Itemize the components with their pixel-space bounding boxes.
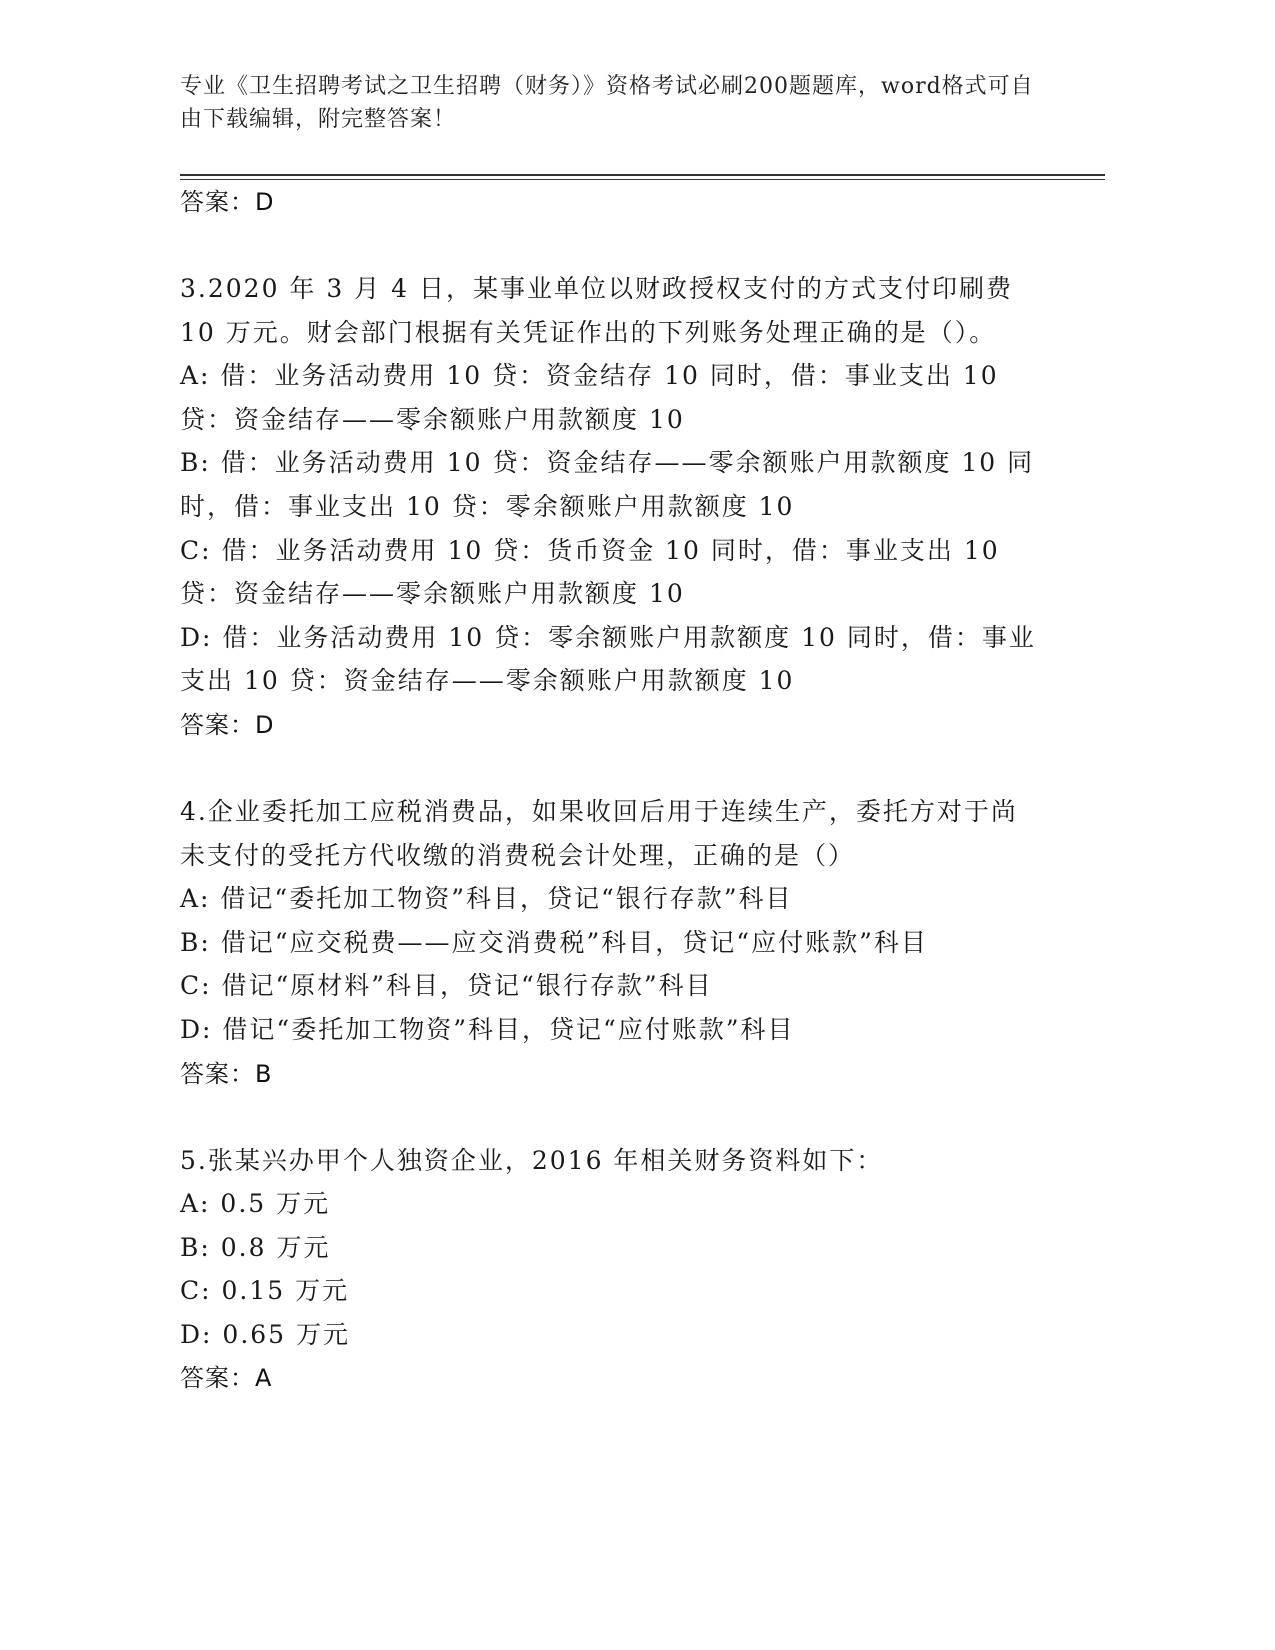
answer-label: 答案：A [180, 1364, 273, 1393]
question-stem: 4.企业委托加工应税消费品，如果收回后用于连续生产，委托方对于尚未支付的受托方代收缴的消费税会计处理，正确的是（） [180, 796, 1018, 870]
question-stem: 5.张某兴办甲个人独资企业，2016 年相关财务资料如下： [180, 1145, 884, 1175]
option-a: A: 0.5 万元 [180, 1189, 331, 1219]
document-header: 专业《卫生招聘考试之卫生招聘（财务）》资格考试必刷200题题库，word格式可自由下载编辑，附完整答案！ [180, 74, 1034, 132]
answer-label: 答案：B [180, 1059, 273, 1088]
option-c: C: 借：业务活动费用 10 贷：货币资金 10 同时，借：事业支出 10 贷：资金结存——零余额账户用款额度 10 [180, 535, 1000, 609]
option-a: A: 借记“委托加工物资”科目，贷记“银行存款”科目 [180, 884, 793, 914]
option-c: C: 0.15 万元 [180, 1276, 350, 1306]
option-d: D: 借记“委托加工物资”科目，贷记“应付账款”科目 [180, 1014, 795, 1044]
option-a: A: 借：业务活动费用 10 贷：资金结存 10 同时，借：事业支出 10 贷：资金结存——零余额账户用款额度 10 [180, 361, 999, 434]
question-block [180, 267, 1040, 747]
option-c: C: 借记“原材料”科目，贷记“银行存款”科目 [180, 971, 713, 1001]
option-b: B: 借记“应交税费——应交消费税”科目，贷记“应付账款”科目 [180, 927, 928, 957]
answer-label: 答案：D [180, 710, 275, 739]
question-block [180, 1139, 1040, 1401]
question-stem: 3.2020 年 3 月 4 日，某事业单位以财政授权支付的方式支付印刷费 10 万元。财会部门根据有关凭证作出的下列账务处理正确的是（）。 [180, 274, 1014, 347]
option-d: D: 0.65 万元 [180, 1319, 351, 1349]
document-body [180, 180, 1040, 1400]
answer-label: 答案：D [180, 188, 275, 216]
option-b: B: 借：业务活动费用 10 贷：资金结存——零余额账户用款额度 10 同时，借：事业支出 10 贷：零余额账户用款额度 10 [180, 448, 1035, 521]
question-block [180, 790, 1040, 1096]
option-d: D: 借：业务活动费用 10 贷：零余额账户用款额度 10 同时，借：事业支出 10 贷：资金结存——零余额账户用款额度 10 [180, 622, 1036, 696]
option-b: B: 0.8 万元 [180, 1232, 331, 1262]
